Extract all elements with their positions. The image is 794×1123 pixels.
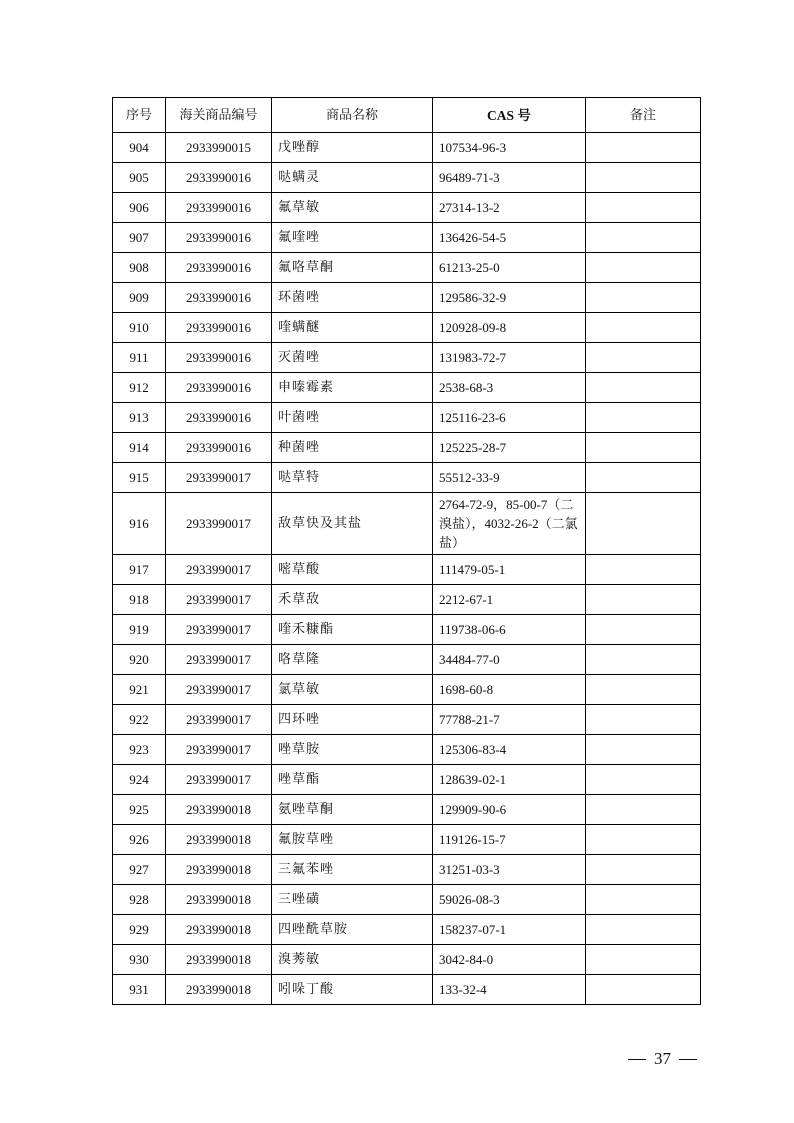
cell-remark (586, 223, 701, 253)
table-row (113, 675, 701, 705)
cell-seq: 908 (113, 253, 166, 283)
cell-product-name: 四环唑 (272, 705, 433, 735)
table-row (113, 313, 701, 343)
cell-cas: 3042-84-0 (433, 945, 586, 975)
cell-cas: 133-32-4 (433, 975, 586, 1005)
table-row (113, 463, 701, 493)
cell-product-name: 唑草胺 (272, 735, 433, 765)
cell-customs-code: 2933990017 (166, 735, 272, 765)
cell-cas: 120928-09-8 (433, 313, 586, 343)
cell-seq: 924 (113, 765, 166, 795)
cell-cas: 2764-72-9，85-00-7（二溴盐），4032-26-2（二氯盐） (433, 493, 586, 555)
cell-seq: 911 (113, 343, 166, 373)
cell-customs-code: 2933990018 (166, 825, 272, 855)
cell-product-name: 唑草酯 (272, 765, 433, 795)
cell-cas: 111479-05-1 (433, 555, 586, 585)
cell-customs-code: 2933990017 (166, 463, 272, 493)
cell-customs-code: 2933990018 (166, 975, 272, 1005)
cell-customs-code: 2933990016 (166, 283, 272, 313)
table-row (113, 825, 701, 855)
table-row (113, 373, 701, 403)
cell-product-name: 溴莠敏 (272, 945, 433, 975)
cell-product-name: 哒草特 (272, 463, 433, 493)
cell-product-name: 吲哚丁酸 (272, 975, 433, 1005)
table-row (113, 223, 701, 253)
cell-product-name: 三唑磺 (272, 885, 433, 915)
cell-seq: 923 (113, 735, 166, 765)
header-product-name: 商品名称 (272, 98, 433, 133)
cell-remark (586, 735, 701, 765)
cell-product-name: 喹禾糠酯 (272, 615, 433, 645)
cell-product-name: 敌草快及其盐 (272, 493, 433, 555)
cell-customs-code: 2933990016 (166, 343, 272, 373)
cell-remark (586, 585, 701, 615)
cell-seq: 905 (113, 163, 166, 193)
cell-remark (586, 253, 701, 283)
cell-seq: 929 (113, 915, 166, 945)
cell-seq: 921 (113, 675, 166, 705)
cell-customs-code: 2933990018 (166, 945, 272, 975)
cell-cas: 125116-23-6 (433, 403, 586, 433)
cell-seq: 915 (113, 463, 166, 493)
table-row (113, 615, 701, 645)
cell-remark (586, 705, 701, 735)
cell-remark (586, 975, 701, 1005)
cell-customs-code: 2933990016 (166, 313, 272, 343)
cell-customs-code: 2933990018 (166, 885, 272, 915)
cell-remark (586, 193, 701, 223)
header-seq: 序号 (113, 98, 166, 133)
cell-seq: 925 (113, 795, 166, 825)
cell-seq: 931 (113, 975, 166, 1005)
cell-product-name: 三氟苯唑 (272, 855, 433, 885)
cell-cas: 129909-90-6 (433, 795, 586, 825)
table-row (113, 163, 701, 193)
cell-remark (586, 795, 701, 825)
cell-product-name: 氨唑草酮 (272, 795, 433, 825)
cell-cas: 31251-03-3 (433, 855, 586, 885)
cell-cas: 27314-13-2 (433, 193, 586, 223)
cell-cas: 55512-33-9 (433, 463, 586, 493)
cell-remark (586, 825, 701, 855)
cell-cas: 119738-06-6 (433, 615, 586, 645)
cell-customs-code: 2933990017 (166, 493, 272, 555)
cell-cas: 119126-15-7 (433, 825, 586, 855)
cell-customs-code: 2933990016 (166, 223, 272, 253)
cell-cas: 107534-96-3 (433, 133, 586, 163)
cell-customs-code: 2933990016 (166, 403, 272, 433)
cell-cas: 2538-68-3 (433, 373, 586, 403)
table-row (113, 433, 701, 463)
header-customs-code: 海关商品编号 (166, 98, 272, 133)
cell-seq: 928 (113, 885, 166, 915)
table-row (113, 705, 701, 735)
cell-customs-code: 2933990017 (166, 555, 272, 585)
cell-customs-code: 2933990015 (166, 133, 272, 163)
cell-customs-code: 2933990017 (166, 675, 272, 705)
cell-cas: 77788-21-7 (433, 705, 586, 735)
cell-cas: 131983-72-7 (433, 343, 586, 373)
table-header-row (113, 98, 701, 133)
cell-product-name: 四唑酰草胺 (272, 915, 433, 945)
cell-remark (586, 463, 701, 493)
cell-customs-code: 2933990016 (166, 193, 272, 223)
cell-seq: 926 (113, 825, 166, 855)
page-number-value: 37 (654, 1049, 671, 1068)
cell-seq: 922 (113, 705, 166, 735)
header-remarks: 备注 (586, 98, 701, 133)
cell-seq: 906 (113, 193, 166, 223)
table-row (113, 133, 701, 163)
cell-product-name: 氟胺草唑 (272, 825, 433, 855)
cell-remark (586, 555, 701, 585)
chemical-catalog-table (112, 97, 701, 1005)
cell-product-name: 戊唑醇 (272, 133, 433, 163)
cell-remark (586, 313, 701, 343)
cell-product-name: 嘧草酸 (272, 555, 433, 585)
cell-remark (586, 133, 701, 163)
cell-product-name: 氟咯草酮 (272, 253, 433, 283)
cell-remark (586, 765, 701, 795)
cell-remark (586, 675, 701, 705)
cell-product-name: 环菌唑 (272, 283, 433, 313)
cell-seq: 909 (113, 283, 166, 313)
cell-remark (586, 645, 701, 675)
cell-product-name: 禾草敌 (272, 585, 433, 615)
cell-remark (586, 915, 701, 945)
table-row (113, 555, 701, 585)
table-row (113, 975, 701, 1005)
cell-cas: 1698-60-8 (433, 675, 586, 705)
cell-remark (586, 283, 701, 313)
cell-product-name: 咯草隆 (272, 645, 433, 675)
table-row (113, 283, 701, 313)
cell-seq: 919 (113, 615, 166, 645)
cell-remark (586, 945, 701, 975)
table-row (113, 945, 701, 975)
cell-customs-code: 2933990017 (166, 705, 272, 735)
cell-remark (586, 373, 701, 403)
cell-product-name: 氟喹唑 (272, 223, 433, 253)
cell-customs-code: 2933990017 (166, 645, 272, 675)
cell-customs-code: 2933990016 (166, 433, 272, 463)
table-row (113, 735, 701, 765)
cell-product-name: 灭菌唑 (272, 343, 433, 373)
table-row (113, 193, 701, 223)
table-row (113, 493, 701, 555)
cell-product-name: 哒螨灵 (272, 163, 433, 193)
cell-seq: 910 (113, 313, 166, 343)
cell-cas: 34484-77-0 (433, 645, 586, 675)
table-row (113, 795, 701, 825)
table-row (113, 765, 701, 795)
cell-product-name: 氯草敏 (272, 675, 433, 705)
cell-remark (586, 493, 701, 555)
table-row (113, 585, 701, 615)
cell-remark (586, 433, 701, 463)
cell-remark (586, 855, 701, 885)
cell-cas: 158237-07-1 (433, 915, 586, 945)
cell-remark (586, 615, 701, 645)
cell-seq: 907 (113, 223, 166, 253)
cell-customs-code: 2933990017 (166, 585, 272, 615)
cell-product-name: 喹螨醚 (272, 313, 433, 343)
cell-product-name: 种菌唑 (272, 433, 433, 463)
cell-seq: 927 (113, 855, 166, 885)
cell-product-name: 申嗪霉素 (272, 373, 433, 403)
cell-product-name: 氟草敏 (272, 193, 433, 223)
cell-seq: 913 (113, 403, 166, 433)
table-row (113, 645, 701, 675)
cell-customs-code: 2933990016 (166, 373, 272, 403)
cell-cas: 128639-02-1 (433, 765, 586, 795)
cell-customs-code: 2933990017 (166, 765, 272, 795)
page-number (628, 1048, 708, 1070)
cell-seq: 930 (113, 945, 166, 975)
table-row (113, 343, 701, 373)
cell-remark (586, 403, 701, 433)
cell-seq: 912 (113, 373, 166, 403)
cell-seq: 917 (113, 555, 166, 585)
cell-seq: 920 (113, 645, 166, 675)
cell-customs-code: 2933990017 (166, 615, 272, 645)
cell-customs-code: 2933990016 (166, 163, 272, 193)
cell-customs-code: 2933990016 (166, 253, 272, 283)
cell-cas: 96489-71-3 (433, 163, 586, 193)
page-number-right-dash (679, 1059, 697, 1060)
cell-seq: 918 (113, 585, 166, 615)
cell-customs-code: 2933990018 (166, 855, 272, 885)
cell-seq: 914 (113, 433, 166, 463)
cell-customs-code: 2933990018 (166, 795, 272, 825)
cell-product-name: 叶菌唑 (272, 403, 433, 433)
table-row (113, 855, 701, 885)
cell-cas: 59026-08-3 (433, 885, 586, 915)
cell-seq: 904 (113, 133, 166, 163)
cell-remark (586, 163, 701, 193)
page-number-left-dash (628, 1059, 646, 1060)
header-cas: CAS 号 (433, 98, 586, 133)
cell-cas: 125306-83-4 (433, 735, 586, 765)
table-row (113, 915, 701, 945)
cell-cas: 125225-28-7 (433, 433, 586, 463)
cell-remark (586, 343, 701, 373)
cell-customs-code: 2933990018 (166, 915, 272, 945)
table-body (113, 133, 701, 1005)
cell-cas: 136426-54-5 (433, 223, 586, 253)
cell-seq: 916 (113, 493, 166, 555)
cell-remark (586, 885, 701, 915)
cell-cas: 61213-25-0 (433, 253, 586, 283)
table-row (113, 253, 701, 283)
table-row (113, 885, 701, 915)
table-row (113, 403, 701, 433)
cell-cas: 2212-67-1 (433, 585, 586, 615)
cell-cas: 129586-32-9 (433, 283, 586, 313)
